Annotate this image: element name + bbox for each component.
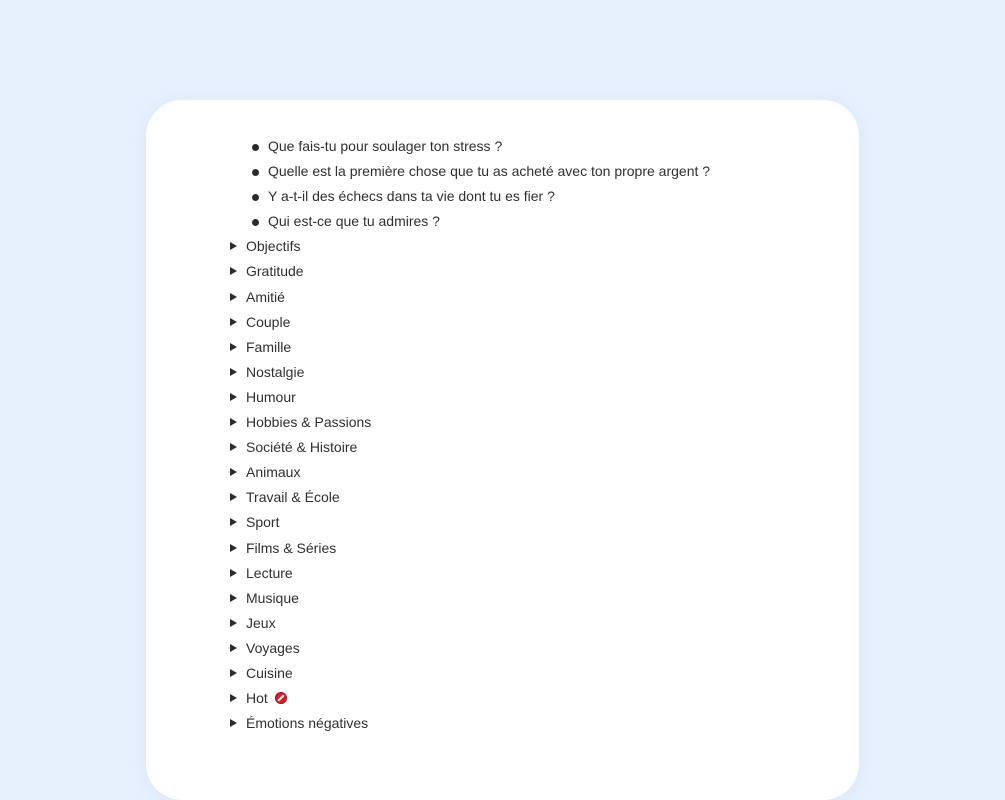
toggle-label: Amitié [246, 288, 285, 305]
bullet-icon [252, 144, 259, 151]
toggle-label: Voyages [246, 639, 300, 656]
toggle-label: Lecture [246, 564, 293, 581]
toggle-sport[interactable] [0, 510, 1005, 535]
list-item [0, 159, 1005, 184]
toggle-cuisine[interactable] [0, 661, 1005, 686]
triangle-right-icon[interactable] [230, 569, 237, 577]
triangle-right-icon[interactable] [230, 393, 237, 401]
question-list [0, 134, 1005, 736]
toggle-label: Cuisine [246, 664, 293, 681]
toggle-label: Couple [246, 313, 291, 330]
toggle-hot[interactable] [0, 686, 1005, 711]
bullet-icon [252, 169, 259, 176]
triangle-right-icon[interactable] [230, 644, 237, 652]
toggle-animaux[interactable] [0, 460, 1005, 485]
toggle-label: Hobbies & Passions [246, 414, 372, 431]
toggle-humour[interactable] [0, 385, 1005, 410]
question-text: Quelle est la première chose que tu as acheté avec ton propre argent ? [268, 163, 711, 180]
toggle-label: Famille [246, 338, 292, 355]
toggle-films-series[interactable] [0, 536, 1005, 561]
toggle-gratitude[interactable] [0, 259, 1005, 284]
toggle-objectifs[interactable] [0, 234, 1005, 259]
toggle-label: Humour [246, 388, 296, 405]
toggle-label: Sport [246, 514, 280, 531]
list-item [0, 184, 1005, 209]
triangle-right-icon[interactable] [230, 719, 237, 727]
question-text: Qui est-ce que tu admires ? [268, 213, 440, 230]
toggle-label: Travail & École [246, 489, 340, 506]
triangle-right-icon[interactable] [230, 443, 237, 451]
toggle-label: Émotions négatives [246, 715, 369, 732]
no-under-18-icon [275, 692, 287, 704]
toggle-label: Société & Histoire [246, 439, 358, 456]
triangle-right-icon[interactable] [230, 669, 237, 677]
toggle-nostalgie[interactable] [0, 360, 1005, 385]
toggle-lecture[interactable] [0, 561, 1005, 586]
toggle-amitie[interactable] [0, 285, 1005, 310]
triangle-right-icon[interactable] [230, 694, 237, 702]
toggle-hobbies-passions[interactable] [0, 410, 1005, 435]
triangle-right-icon[interactable] [230, 544, 237, 552]
triangle-right-icon[interactable] [230, 518, 237, 526]
triangle-right-icon[interactable] [230, 468, 237, 476]
triangle-right-icon[interactable] [230, 318, 237, 326]
toggle-label: Gratitude [246, 263, 304, 280]
list-item [0, 209, 1005, 234]
toggle-label: Objectifs [246, 238, 301, 255]
toggle-jeux[interactable] [0, 611, 1005, 636]
triangle-right-icon[interactable] [230, 594, 237, 602]
toggle-label: Animaux [246, 464, 301, 481]
question-text: Que fais-tu pour soulager ton stress ? [268, 138, 503, 154]
triangle-right-icon[interactable] [230, 267, 237, 275]
list-item [0, 134, 1005, 159]
toggle-societe-histoire[interactable] [0, 435, 1005, 460]
triangle-right-icon[interactable] [230, 493, 237, 501]
toggle-voyages[interactable] [0, 636, 1005, 661]
toggle-couple[interactable] [0, 310, 1005, 335]
toggle-label: Films & Séries [246, 539, 337, 556]
triangle-right-icon[interactable] [230, 619, 237, 627]
toggle-label: Jeux [246, 614, 276, 631]
toggle-label: Hot [246, 690, 268, 707]
toggle-famille[interactable] [0, 335, 1005, 360]
triangle-right-icon[interactable] [230, 343, 237, 351]
triangle-right-icon[interactable] [230, 242, 237, 250]
toggle-label: Musique [246, 589, 299, 606]
toggle-emotions-negatives[interactable] [0, 711, 1005, 736]
toggle-label: Nostalgie [246, 363, 305, 380]
toggle-travail-ecole[interactable] [0, 485, 1005, 510]
bullet-icon [252, 219, 259, 226]
bullet-icon [252, 194, 259, 201]
triangle-right-icon[interactable] [230, 418, 237, 426]
triangle-right-icon[interactable] [230, 368, 237, 376]
question-text: Y a-t-il des échecs dans ta vie dont tu es fier ? [268, 188, 555, 205]
toggle-musique[interactable] [0, 586, 1005, 611]
triangle-right-icon[interactable] [230, 293, 237, 301]
